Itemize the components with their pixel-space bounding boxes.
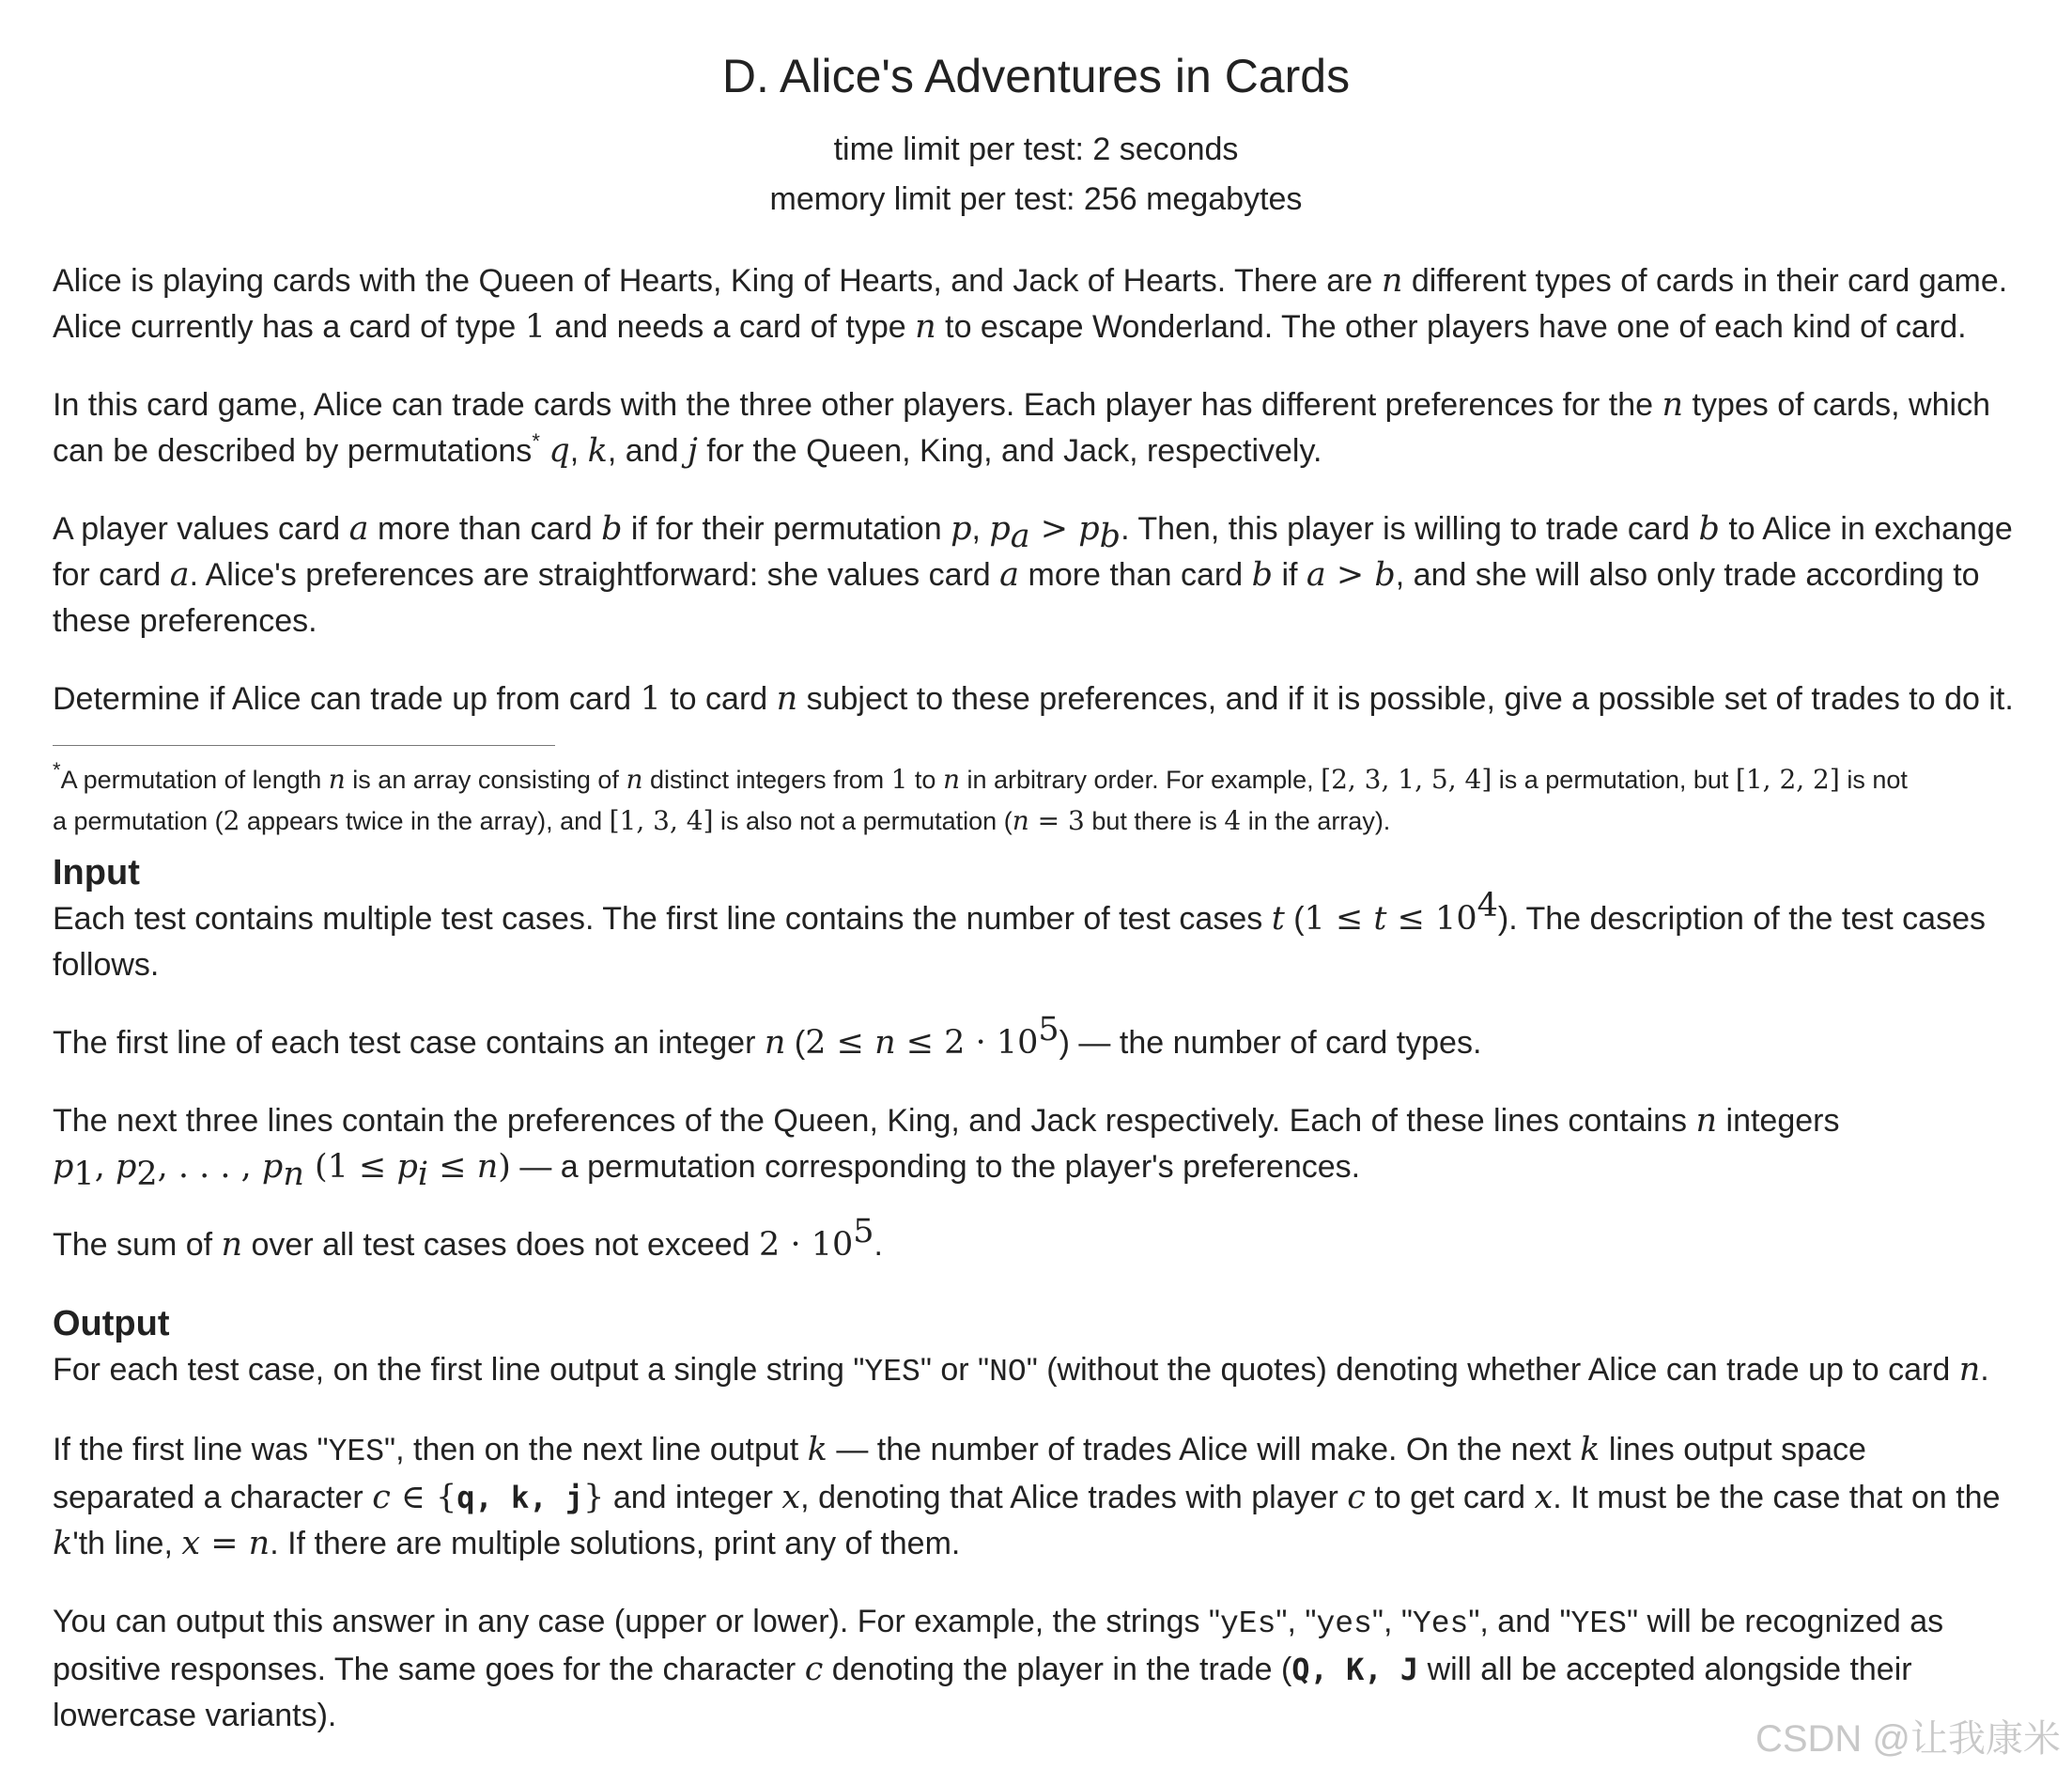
- memory-limit: memory limit per test: 256 megabytes: [769, 181, 1303, 217]
- legend-paragraph-2: In this card game, Alice can trade cards with the three other players. Each player has different preferences for the n types of cards, which can be described by permutations* q, k, and j for the Queen, King, and Jack, respectively.: [53, 386, 1990, 470]
- footnote-divider: [53, 745, 555, 746]
- output-paragraph-2: If the first line was "YES", then on the next line output k — the number of trades Alice will make. On the next k lines output space separated a character c ∈ {q, k, j} and integer x, denoting that Alice trades with player c to get card x. It must be the case that on the k'th line, x = n. If there are multiple solutions, print any of them.: [53, 1431, 2001, 1562]
- problem-content: [53, 258, 2053, 1771]
- legend-paragraph-1: Alice is playing cards with the Queen of Hearts, King of Hearts, and Jack of Hearts. There are n different types of cards in their card game. Alice currently has a card of type 1 and needs a card of type n to escape Wonderland. The other players have one of each kind of card.: [53, 262, 2008, 346]
- output-paragraph-1: For each test case, on the first line output a single string "YES" or "NO" (without the quotes) denoting whether Alice can trade up to card n.: [53, 1351, 1989, 1389]
- footnote: *A permutation of length n is an array consisting of n distinct integers from 1 to n in arbitrary order. For example, [2, 3, 1, 5, 4] is a permutation, but [1, 2, 2] is not a permutation (2 appears twice in the array), and [1, 3, 4] is also not a permutation (n = 3 but there is 4 in the array).: [53, 758, 1908, 836]
- legend-paragraph-3: A player values card a more than card b if for their permutation p, $p_a > p_b$. Then, this player is willing to trade card b to Alice in exchange for card a. Alice's preferences are straightforward: she values card a more than card b if a > b, and she will also only trade according to these preferences.: [53, 510, 2013, 639]
- input-paragraph-4: The sum of n over all test cases does not exceed $2 \cdot 10^5$.: [53, 1212, 883, 1264]
- output-heading: Output: [53, 1304, 170, 1343]
- input-paragraph-1: Each test contains multiple test cases. The first line contains the number of test cases t $(1 \le t \le 10^4)$. The description of the test cases follows.: [53, 886, 1986, 983]
- input-heading: Input: [53, 853, 140, 892]
- output-paragraph-3: You can output this answer in any case (upper or lower). For example, the strings "yEs", "yes", "Yes", and "YES" will be recognized as positive responses. The same goes for the character c denoting the player in the trade (Q, K, J will all be accepted alongside their lowercase variants).: [53, 1604, 1944, 1733]
- problem-title: D. Alice's Adventures in Cards: [721, 50, 1351, 102]
- input-paragraph-2: The first line of each test case contains an integer n $(2 \le n \le 2 \cdot 10^5)$ — the number of card types.: [53, 1010, 1482, 1062]
- time-limit: time limit per test: 2 seconds: [833, 132, 1239, 167]
- csdn-watermark: CSDN @让我康米: [1755, 1718, 2061, 1760]
- legend-paragraph-4: Determine if Alice can trade up from card 1 to card n subject to these preferences, and if it is possible, give a possible set of trades to do it.: [53, 680, 2014, 718]
- input-paragraph-3: The next three lines contain the preferences of the Queen, King, and Jack respectively. Each of these lines contains n integers $p_1$, $p_2$, . . . , $p_n$ $(1 \le p_i \le n)$ — a permutation corresponding to the player's preferences.: [53, 1102, 1840, 1193]
